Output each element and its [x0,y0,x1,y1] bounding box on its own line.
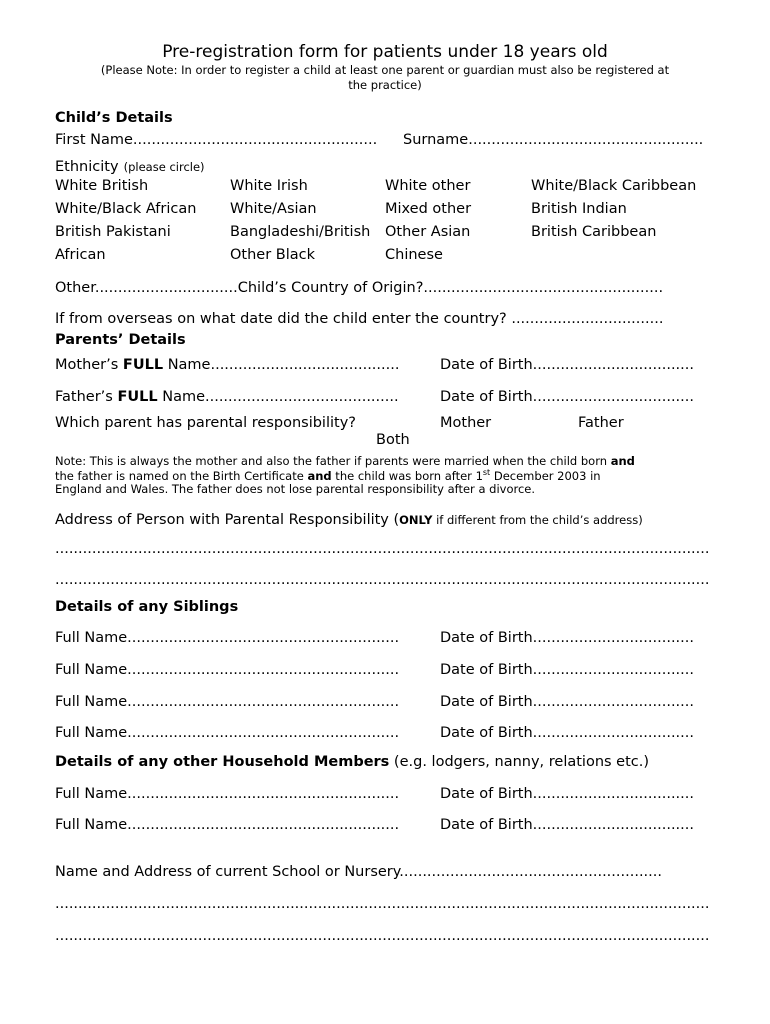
school-address-line-2[interactable]: .............................................................................................................................................. [55,928,710,944]
mother-label: Mother’s [55,357,123,373]
ethnicity-option[interactable]: Bangladeshi/British [230,224,371,240]
note-and: and [307,468,332,483]
mother-dob-field[interactable]: Date of Birth................................... [440,357,694,373]
ethnicity-option[interactable]: British Pakistani [55,224,171,240]
sibling-full-name-field[interactable]: Full Name........................................................... [55,694,400,710]
sibling-dob-field[interactable]: Date of Birth................................... [440,725,694,741]
ethnicity-option[interactable]: Other Asian [385,224,471,240]
address-label-text: Address of Person with Parental Responsibility ( [55,512,400,528]
option-father[interactable]: Father [578,415,624,431]
header-note-line2: the practice) [348,78,422,92]
sibling-dob-field[interactable]: Date of Birth................................... [440,694,694,710]
note-text: December 2003 in [490,468,601,483]
father-name-dots: Name.......................................... [157,389,399,405]
household-full-name-field[interactable]: Full Name........................................................... [55,786,400,802]
mother-name-field[interactable] [55,357,399,373]
father-name-field[interactable] [55,389,399,405]
address-line-1[interactable]: .............................................................................................................................................. [55,541,710,557]
ethnicity-option[interactable]: White Irish [230,178,308,194]
ethnicity-label [55,156,205,175]
household-heading-text: Details of any other Household Members [55,754,390,770]
ethnicity-option[interactable]: White/Black African [55,201,197,217]
sibling-dob-field[interactable]: Date of Birth................................... [440,662,694,678]
ethnicity-option[interactable]: African [55,247,106,263]
household-heading [55,754,649,770]
note-superscript: st [482,468,491,477]
sibling-full-name-field[interactable]: Full Name........................................................... [55,630,400,646]
parental-note-line1 [55,454,635,468]
parental-note-line3: England and Wales. The father does not lose parental responsibility after a divorce. [55,482,536,496]
form-title: Pre-registration form for patients under 18 years old [162,42,608,62]
address-line-2[interactable]: .............................................................................................................................................. [55,572,710,588]
mother-name-dots: Name......................................... [163,357,400,373]
full-emphasis: FULL [117,389,158,405]
ethnicity-option[interactable]: White other [385,178,471,194]
note-text: Note: This is always the mother and also the father if parents were married when the child born [55,454,611,468]
sibling-dob-field[interactable]: Date of Birth................................... [440,630,694,646]
ethnicity-option[interactable]: Other Black [230,247,316,263]
option-both[interactable]: Both [376,432,410,448]
address-label [55,509,643,528]
household-dob-field[interactable]: Date of Birth................................... [440,786,694,802]
ethnicity-option[interactable]: Chinese [385,247,443,263]
header-note-line1: (Please Note: In order to register a child at least one parent or guardian must also be registered at [100,63,670,77]
childs-details-heading: Child’s Details [55,110,173,126]
ethnicity-option[interactable]: British Caribbean [531,224,657,240]
overseas-entry-date-field[interactable]: If from overseas on what date did the child enter the country? ................................. [55,311,664,327]
note-text: the child was born after 1 [331,468,483,483]
sibling-full-name-field[interactable]: Full Name........................................................... [55,725,400,741]
ethnicity-option[interactable]: Mixed other [385,201,472,217]
please-circle-hint: (please circle) [123,160,205,174]
address-only: ONLY [399,513,433,527]
parents-details-heading: Parents’ Details [55,332,186,348]
address-condition: if different from the child’s address) [432,513,643,527]
option-mother[interactable]: Mother [440,415,492,431]
note-text: the father is named on the Birth Certificate [55,468,308,483]
parental-responsibility-question: Which parent has parental responsibility? [55,415,356,431]
ethnicity-option[interactable]: British Indian [531,201,627,217]
ethnicity-option[interactable]: White/Asian [230,201,317,217]
note-and: and [610,454,635,468]
parental-note-line2 [55,468,601,483]
household-dob-field[interactable]: Date of Birth................................... [440,817,694,833]
school-name-address-field[interactable]: Name and Address of current School or Nursery......................................................... [55,864,662,880]
ethnicity-option[interactable]: White/Black Caribbean [531,178,697,194]
sibling-full-name-field[interactable]: Full Name........................................................... [55,662,400,678]
surname-field[interactable]: Surname................................................... [403,132,704,148]
ethnicity-option[interactable]: White British [55,178,149,194]
father-dob-field[interactable]: Date of Birth................................... [440,389,694,405]
father-label: Father’s [55,389,118,405]
household-full-name-field[interactable]: Full Name........................................................... [55,817,400,833]
siblings-heading: Details of any Siblings [55,599,239,615]
household-example: (e.g. lodgers, nanny, relations etc.) [389,754,650,770]
other-country-of-origin-field[interactable]: Other...............................Child’s Country of Origin?.................................................... [55,280,664,296]
first-name-field[interactable]: First Name..................................................... [55,132,378,148]
ethnicity-label-text: Ethnicity [55,159,119,175]
full-emphasis: FULL [122,357,164,373]
school-address-line-1[interactable]: .............................................................................................................................................. [55,896,710,912]
